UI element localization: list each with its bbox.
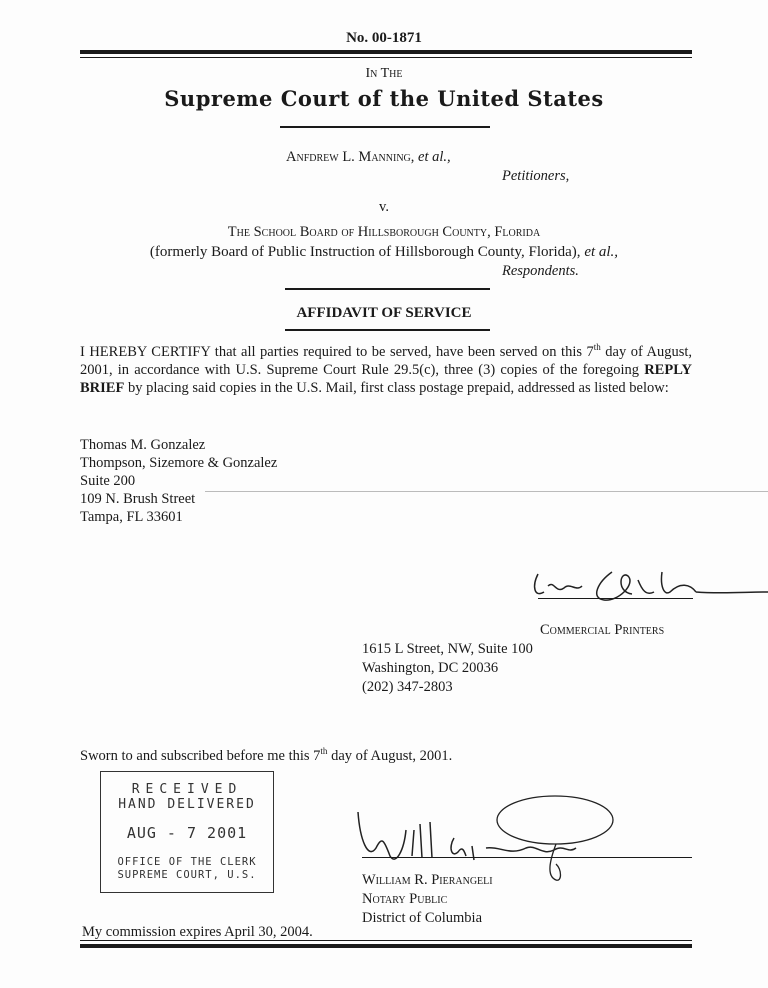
- title-rule-top: [285, 288, 490, 290]
- respondent-etal: et al.,: [584, 244, 619, 260]
- address-line: Thomas M. Gonzalez: [80, 437, 206, 453]
- versus: v.: [379, 199, 389, 215]
- stamp-court-line: SUPREME COURT, U.S.: [117, 869, 257, 881]
- petitioner-role: Petitioners,: [502, 168, 570, 184]
- sworn-day-suffix: th: [320, 746, 328, 757]
- petitioner-name: Anfdrew L. Manning,: [286, 149, 415, 165]
- cert-part1: I HEREBY CERTIFY that all parties required to be served, have been served on this 7: [80, 344, 594, 360]
- sworn-part1: Sworn to and subscribed before me this 7: [80, 748, 321, 764]
- stamp-date: AUG - 7 2001: [126, 824, 248, 842]
- notary-jurisdiction: District of Columbia: [362, 910, 483, 926]
- court-name: Supreme Court of the United States: [164, 86, 604, 111]
- address-line: Suite 200: [80, 473, 136, 489]
- bottom-double-rule-thick: [80, 944, 692, 948]
- court-rule: [280, 126, 490, 128]
- respondent-line1: The School Board of Hillsborough County, Florida: [227, 224, 541, 240]
- stamp-office-line: OFFICE OF THE CLERK: [117, 856, 257, 868]
- sworn-part2: day of August, 2001.: [327, 748, 453, 764]
- bottom-double-rule-thin: [80, 940, 692, 941]
- received-stamp: [100, 771, 274, 893]
- cert-part3: by placing said copies in the U.S. Mail, first class postage prepaid, addressed as listed below:: [124, 380, 669, 396]
- title-rule-bottom: [285, 329, 490, 331]
- notary-signature-line: [362, 857, 692, 858]
- address-line: Tampa, FL 33601: [80, 509, 183, 525]
- court-prefix: In The: [365, 66, 403, 81]
- petitioner-etal: et al.,: [418, 149, 451, 165]
- brief-name: REPLY BRIEF: [80, 362, 692, 396]
- printer-address-line1: 1615 L Street, NW, Suite 100: [362, 641, 533, 657]
- service-address: [80, 436, 277, 526]
- commission-expiry: My commission expires April 30, 2004.: [82, 924, 313, 940]
- respondent-line2-text: (formerly Board of Public Instruction of Hillsborough County, Florida),: [149, 244, 581, 260]
- printer-signature-line: [538, 598, 693, 599]
- sworn-statement: [80, 748, 452, 765]
- cert-day-suffix: th: [593, 342, 601, 353]
- printer-name: Commercial Printers: [540, 622, 665, 638]
- notary-title: Notary Public: [362, 891, 448, 907]
- top-double-rule-thin: [80, 57, 692, 58]
- cert-part2: day of August, 2001, in accordance with U.S. Supreme Court Rule 29.5(c), three (3) copies of the foregoing: [80, 344, 693, 378]
- respondent-role: Respondents.: [502, 263, 579, 279]
- scan-artifact-line: [205, 491, 768, 492]
- printer-signature: [520, 562, 768, 610]
- petitioner-line: [286, 149, 451, 166]
- notary-name: William R. Pierangeli: [362, 872, 493, 888]
- stamp-hand-delivered: HAND DELIVERED: [118, 797, 256, 812]
- stamp-office: [101, 856, 273, 882]
- top-double-rule-thick: [80, 50, 692, 54]
- respondent-line2: [0, 244, 768, 261]
- document-title: AFFIDAVIT OF SERVICE: [296, 305, 472, 321]
- address-line: 109 N. Brush Street: [80, 491, 196, 507]
- printer-address: [362, 640, 533, 697]
- printer-address-line2: Washington, DC 20036: [362, 660, 499, 676]
- printer-phone: (202) 347-2803: [362, 679, 453, 695]
- certification-paragraph: [80, 343, 692, 397]
- address-line: Thompson, Sizemore & Gonzalez: [80, 455, 278, 471]
- case-number: No. 00-1871: [346, 30, 422, 46]
- notary-block: [362, 871, 493, 928]
- stamp-received: RECEIVED: [131, 782, 243, 797]
